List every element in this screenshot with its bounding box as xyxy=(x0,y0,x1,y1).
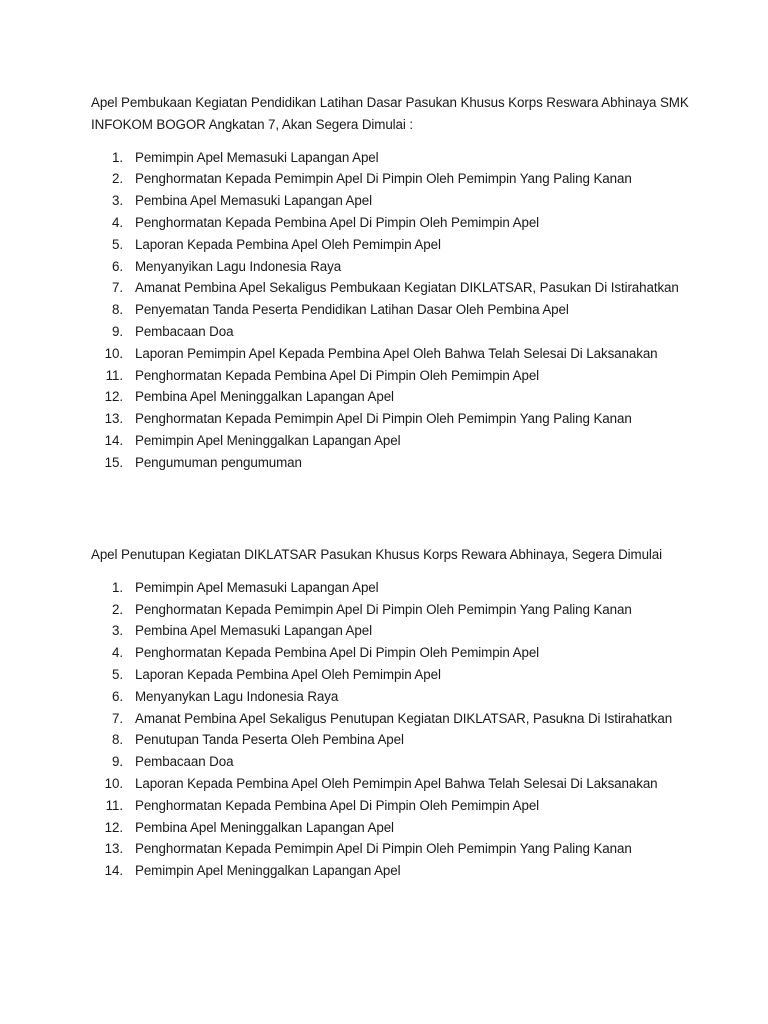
item-text: Laporan Kepada Pembina Apel Oleh Pemimpin Apel Bahwa Telah Selesai Di Laksanakan xyxy=(135,775,658,791)
item-text: Pembina Apel Meninggalkan Lapangan Apel xyxy=(135,819,394,835)
item-text: Penghormatan Kepada Pemimpin Apel Di Pimpin Oleh Pemimpin Yang Paling Kanan xyxy=(135,411,632,427)
item-number: 6. xyxy=(112,258,123,274)
list-item xyxy=(91,386,691,408)
list-item xyxy=(91,343,691,365)
list-item xyxy=(91,212,691,234)
item-number: 10. xyxy=(104,775,123,791)
list-item xyxy=(91,277,691,299)
item-number: 2. xyxy=(112,601,123,617)
item-text: Amanat Pembina Apel Sekaligus Penutupan Kegiatan DIKLATSAR, Pasukna Di Istirahatkan xyxy=(135,710,673,726)
list-item xyxy=(91,147,691,169)
closing-intro: Apel Penutupan Kegiatan DIKLATSAR Pasukan Khusus Korps Rewara Abhinaya, Segera Dimulai xyxy=(91,547,663,562)
list-item xyxy=(91,795,691,817)
item-text: Penghormatan Kepada Pembina Apel Di Pimpin Oleh Pemimpin Apel xyxy=(135,645,540,661)
opening-ceremony-section xyxy=(91,92,691,474)
list-item xyxy=(91,408,691,430)
item-text: Pengumuman pengumuman xyxy=(135,454,302,470)
item-number: 6. xyxy=(112,688,123,704)
list-item xyxy=(91,599,691,621)
opening-list xyxy=(91,147,691,474)
list-item xyxy=(91,708,691,730)
item-number: 5. xyxy=(112,236,123,252)
list-item xyxy=(91,430,691,452)
list-item xyxy=(91,620,691,642)
item-text: Pemimpin Apel Memasuki Lapangan Apel xyxy=(135,149,379,165)
item-text: Penghormatan Kepada Pemimpin Apel Di Pimpin Oleh Pemimpin Yang Paling Kanan xyxy=(135,171,632,187)
item-text: Penghormatan Kepada Pemimpin Apel Di Pimpin Oleh Pemimpin Yang Paling Kanan xyxy=(135,841,632,857)
item-number: 14. xyxy=(104,863,123,879)
item-text: Menyanykan Lagu Indonesia Raya xyxy=(135,688,339,704)
list-item xyxy=(91,321,691,343)
list-item xyxy=(91,365,691,387)
list-item xyxy=(91,256,691,278)
item-text: Penutupan Tanda Peserta Oleh Pembina Apel xyxy=(135,732,404,748)
list-item xyxy=(91,860,691,882)
list-item xyxy=(91,686,691,708)
item-text: Pembacaan Doa xyxy=(135,754,234,770)
item-number: 3. xyxy=(112,193,123,209)
item-text: Laporan Pemimpin Apel Kepada Pembina Apel Oleh Bahwa Telah Selesai Di Laksanakan xyxy=(135,345,658,361)
item-number: 7. xyxy=(112,280,123,296)
item-text: Pembacaan Doa xyxy=(135,323,234,339)
item-text: Amanat Pembina Apel Sekaligus Pembukaan Kegiatan DIKLATSAR, Pasukan Di Istirahatkan xyxy=(135,280,679,296)
list-item xyxy=(91,299,691,321)
item-text: Pemimpin Apel Meninggalkan Lapangan Apel xyxy=(135,432,401,448)
list-item xyxy=(91,234,691,256)
list-item xyxy=(91,729,691,751)
list-item xyxy=(91,190,691,212)
item-text: Pembina Apel Memasuki Lapangan Apel xyxy=(135,193,372,209)
item-number: 8. xyxy=(112,302,123,318)
item-number: 9. xyxy=(112,754,123,770)
item-number: 10. xyxy=(104,345,123,361)
item-text: Penyematan Tanda Peserta Pendidikan Latihan Dasar Oleh Pembina Apel xyxy=(135,302,569,318)
list-item xyxy=(91,664,691,686)
list-item xyxy=(91,642,691,664)
item-number: 1. xyxy=(112,579,123,595)
item-number: 3. xyxy=(112,623,123,639)
item-text: Pembina Apel Memasuki Lapangan Apel xyxy=(135,623,372,639)
list-item xyxy=(91,817,691,839)
list-item xyxy=(91,751,691,773)
opening-intro: Apel Pembukaan Kegiatan Pendidikan Latihan Dasar Pasukan Khusus Korps Reswara Abhinaya SMK INFOKOM BOGOR Angkatan 7, Akan Segera Dimulai : xyxy=(91,95,689,132)
item-number: 7. xyxy=(112,710,123,726)
list-item xyxy=(91,452,691,474)
item-number: 14. xyxy=(104,432,123,448)
list-item xyxy=(91,773,691,795)
item-text: Penghormatan Kepada Pembina Apel Di Pimpin Oleh Pemimpin Apel xyxy=(135,367,540,383)
item-number: 12. xyxy=(104,819,123,835)
item-text: Laporan Kepada Pembina Apel Oleh Pemimpin Apel xyxy=(135,236,441,252)
item-number: 11. xyxy=(105,367,123,383)
item-text: Menyanyikan Lagu Indonesia Raya xyxy=(135,258,342,274)
list-item xyxy=(91,577,691,599)
item-number: 4. xyxy=(112,214,123,230)
item-text: Penghormatan Kepada Pembina Apel Di Pimpin Oleh Pemimpin Apel xyxy=(135,797,540,813)
item-text: Penghormatan Kepada Pembina Apel Di Pimpin Oleh Pemimpin Apel xyxy=(135,214,540,230)
list-item xyxy=(91,838,691,860)
item-text: Pemimpin Apel Meninggalkan Lapangan Apel xyxy=(135,863,401,879)
item-text: Penghormatan Kepada Pemimpin Apel Di Pimpin Oleh Pemimpin Yang Paling Kanan xyxy=(135,601,632,617)
item-text: Laporan Kepada Pembina Apel Oleh Pemimpin Apel xyxy=(135,666,441,682)
item-text: Pemimpin Apel Memasuki Lapangan Apel xyxy=(135,579,379,595)
closing-ceremony-section xyxy=(91,544,691,882)
item-text: Pembina Apel Meninggalkan Lapangan Apel xyxy=(135,389,394,405)
item-number: 2. xyxy=(112,171,123,187)
item-number: 9. xyxy=(112,323,123,339)
item-number: 4. xyxy=(112,645,123,661)
item-number: 15. xyxy=(104,454,123,470)
item-number: 1. xyxy=(112,149,123,165)
closing-list xyxy=(91,577,691,882)
item-number: 13. xyxy=(104,411,123,427)
item-number: 5. xyxy=(112,666,123,682)
item-number: 12. xyxy=(104,389,123,405)
item-number: 13. xyxy=(104,841,123,857)
list-item xyxy=(91,168,691,190)
item-number: 8. xyxy=(112,732,123,748)
item-number: 11. xyxy=(105,797,123,813)
